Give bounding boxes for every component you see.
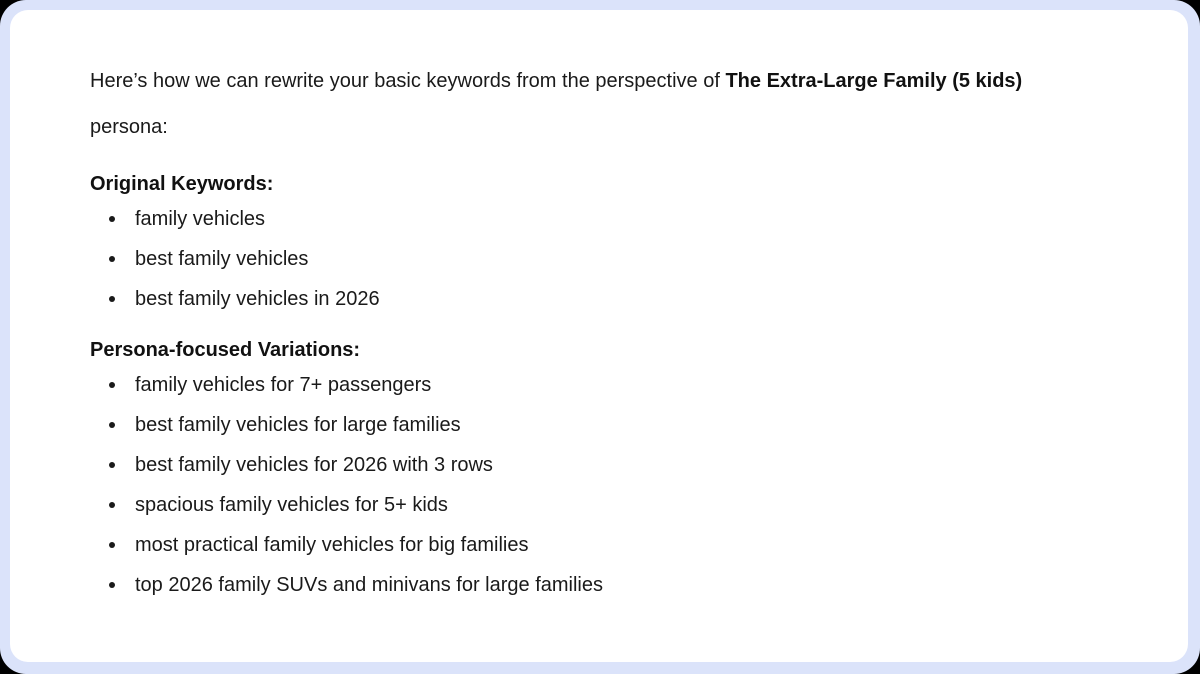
list-item: best family vehicles for 2026 with 3 rows: [90, 445, 1138, 485]
intro-persona-suffix: persona:: [90, 116, 168, 138]
list-item: spacious family vehicles for 5+ kids: [90, 485, 1138, 525]
message-card: [10, 10, 1188, 662]
persona-name: The Extra-Large Family (5 kids): [725, 70, 1023, 92]
original-keywords-list: [90, 199, 1138, 319]
section-heading-persona-variations: Persona-focused Variations:: [90, 339, 361, 361]
intro-text: Here’s how we can rewrite your basic keywords from the perspective of: [90, 70, 726, 92]
list-item: family vehicles: [90, 199, 1138, 239]
section-heading-original-keywords: Original Keywords:: [90, 173, 274, 195]
intro-paragraph: [90, 58, 1138, 150]
list-item: best family vehicles in 2026: [90, 279, 1138, 319]
list-item: most practical family vehicles for big families: [90, 525, 1138, 565]
list-item: best family vehicles for large families: [90, 405, 1138, 445]
list-item: top 2026 family SUVs and minivans for large families: [90, 565, 1138, 605]
persona-variations-list: [90, 365, 1138, 605]
list-item: best family vehicles: [90, 239, 1138, 279]
list-item: family vehicles for 7+ passengers: [90, 365, 1138, 405]
